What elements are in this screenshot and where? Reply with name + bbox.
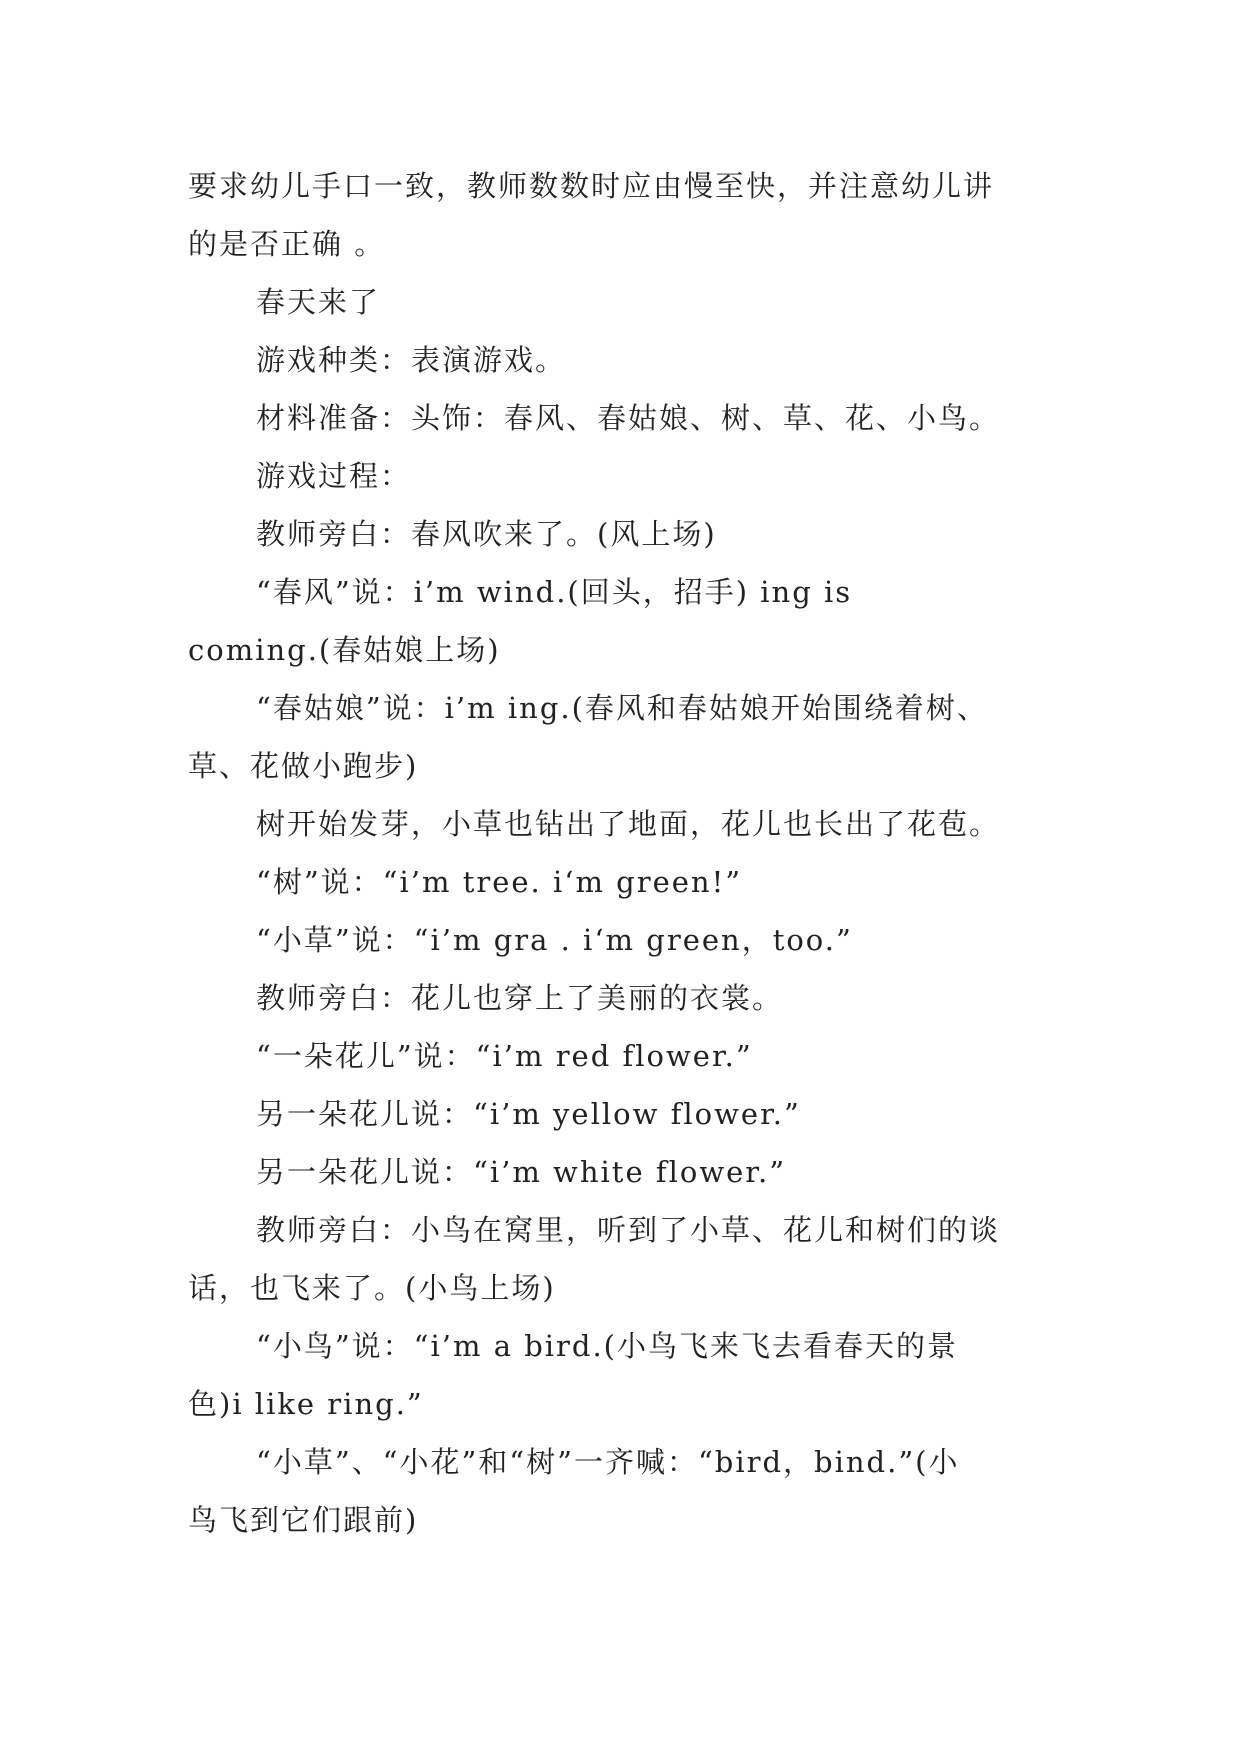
section-title: 春天来了 bbox=[256, 285, 381, 319]
text-line: 教师旁白：春风吹来了。(风上场) bbox=[256, 517, 717, 551]
text-line: 游戏种类：表演游戏。 bbox=[256, 343, 567, 377]
text-line: 话，也飞来了。(小鸟上场) bbox=[188, 1271, 556, 1305]
text-line: “小鸟”说：“i’m a bird.(小鸟飞来飞去看春天的景 bbox=[256, 1329, 958, 1363]
text-line: “春姑娘”说：i’m ing.(春风和春姑娘开始围绕着树、 bbox=[256, 691, 988, 725]
text-line: 教师旁白：花儿也穿上了美丽的衣裳。 bbox=[256, 981, 784, 1015]
text-line: “一朵花儿”说：“i’m red flower.” bbox=[256, 1039, 753, 1073]
text-line: 树开始发芽，小草也钻出了地面，花儿也长出了花苞。 bbox=[256, 807, 1001, 841]
text-line: “小草”说：“i’m gra . i‘m green，too.” bbox=[256, 923, 853, 957]
text-line: “春风”说：i’m wind.(回头，招手) ing is bbox=[256, 575, 853, 609]
text-line: 草、花做小跑步) bbox=[188, 749, 419, 783]
text-line: 要求幼儿手口一致，教师数数时应由慢至快，并注意幼儿讲 bbox=[188, 169, 995, 203]
text-line: 色)i like ring.” bbox=[188, 1387, 424, 1421]
text-line: 另一朵花儿说：“i’m white flower.” bbox=[256, 1155, 787, 1189]
text-line: “树”说：“i’m tree. i‘m green!” bbox=[256, 865, 743, 899]
text-line: 鸟飞到它们跟前) bbox=[188, 1503, 419, 1537]
text-line: 的是否正确 。 bbox=[188, 227, 386, 261]
text-line: 教师旁白：小鸟在窝里，听到了小草、花儿和树们的谈 bbox=[256, 1213, 1001, 1247]
text-line: 另一朵花儿说：“i’m yellow flower.” bbox=[256, 1097, 801, 1131]
document-body bbox=[188, 157, 1058, 1549]
text-line: 材料准备：头饰：春风、春姑娘、树、草、花、小鸟。 bbox=[256, 401, 1001, 435]
text-line: coming.(春姑娘上场) bbox=[188, 633, 501, 667]
text-line: “小草”、“小花”和“树”一齐喊：“bird，bind.”(小 bbox=[256, 1445, 960, 1479]
text-line: 游戏过程： bbox=[256, 459, 412, 493]
